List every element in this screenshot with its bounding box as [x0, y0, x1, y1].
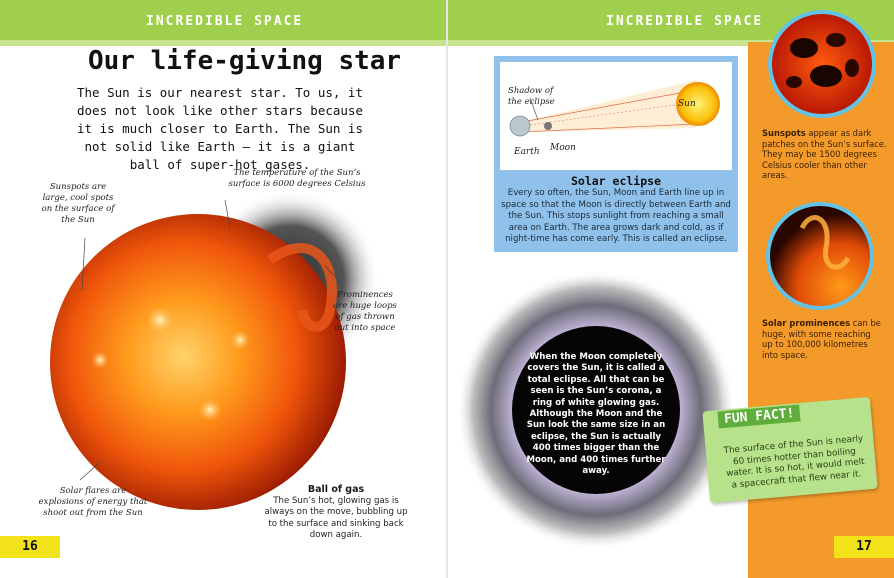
bright-region	[198, 398, 222, 422]
sunspot	[845, 59, 859, 77]
total-eclipse-text: When the Moon completely covers the Sun, it is called a total eclipse. All that can be seen is the Sun’s corona, a ring of white glowing gas. Although the Moon and the Sun look the same size in an eclipse, the Sun is actually 400 times bigger than the Moon, and 400 times further away.	[526, 352, 666, 477]
prominence-photo	[762, 198, 878, 314]
sunspots-sidebar-text	[762, 128, 888, 181]
ball-of-gas-text: The Sun’s hot, glowing gas is always on the move, bubbling up to the surface and sinking back down again.	[264, 496, 408, 541]
moon-label: Moon	[550, 143, 576, 153]
prominences-sidebar-desc: can be huge, with some reaching up to 100,000 kilometres into space.	[762, 318, 881, 360]
fun-fact-title: FUN FACT!	[717, 404, 801, 428]
page-title: Our life-giving star	[88, 46, 402, 76]
sunspot	[790, 38, 818, 58]
sunspot	[810, 65, 842, 87]
caption-prominences: Prominences are huge loops of gas thrown out into space	[333, 290, 397, 333]
running-header-left: INCREDIBLE SPACE	[146, 14, 304, 29]
sunspots-photo	[764, 6, 880, 122]
caption-flares: Solar flares are explosions of energy that shoot out from the Sun	[38, 486, 148, 518]
bright-region	[91, 351, 109, 369]
fun-fact-text: The surface of the Sun is nearly 60 times hotter than boiling water. It is so hot, it would melt a spacecraft that flew near it.	[723, 433, 866, 491]
shadow-label: Shadow of the eclipse	[508, 86, 555, 107]
pointer-line	[80, 462, 100, 480]
page-number-right: 17	[834, 536, 894, 558]
eclipse-diagram	[500, 62, 732, 170]
ball-of-gas-heading: Ball of gas	[307, 484, 365, 495]
sunspot	[786, 76, 802, 88]
sunspots-disc	[770, 12, 874, 116]
sunspots-sidebar-term: Sunspots	[762, 128, 806, 138]
page-gutter	[446, 0, 448, 578]
page-number-left: 16	[0, 536, 60, 558]
eclipse-text: Every so often, the Sun, Moon and Earth line up in space so that the Moon is directly between Earth and the Sun. This stops sunlight from reaching a small area on Earth. The area grows dark and cold, as if night-time has come early. This is called an eclipse.	[501, 188, 731, 245]
running-header-right: INCREDIBLE SPACE	[606, 14, 764, 29]
caption-temperature: The temperature of the Sun’s surface is 6000 degrees Celsius	[228, 168, 366, 189]
bright-region	[230, 330, 250, 350]
earth-icon	[510, 116, 530, 136]
caption-sunspots: Sunspots are large, cool spots on the surface of the Sun	[41, 182, 115, 225]
prominences-sidebar-text	[762, 318, 882, 360]
sunspots-sidebar-desc: appear as dark patches on the Sun’s surface. They may be 1500 degrees Celsius cooler than other areas.	[762, 128, 887, 181]
bright-region	[146, 306, 174, 334]
eclipse-heading: Solar eclipse	[570, 174, 661, 188]
moon-icon	[544, 122, 552, 130]
earth-label: Earth	[514, 147, 540, 157]
sunspot	[826, 33, 846, 47]
intro-text: The Sun is our nearest star. To us, it does not look like other stars because it is much closer to Earth. The Sun is not solid like Earth – it is a giant ball of super-hot gases.	[77, 85, 363, 172]
prominences-sidebar-term: Solar prominences	[762, 318, 851, 328]
sun-label: Sun	[678, 99, 696, 109]
